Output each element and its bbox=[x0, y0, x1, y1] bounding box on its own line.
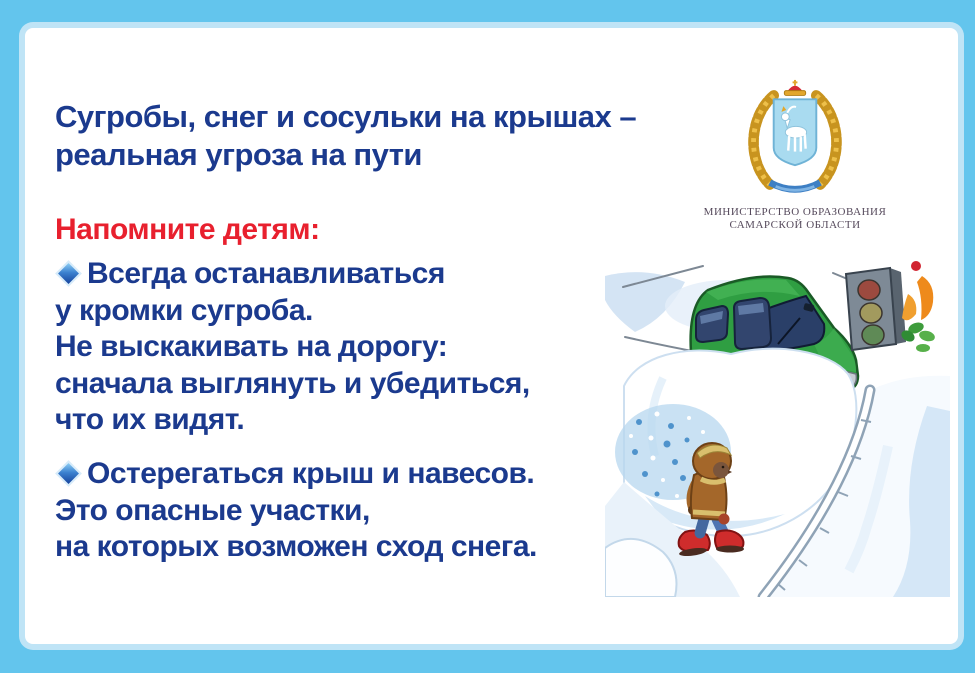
title-line-1: Сугробы, снег и сосульки на крышах – bbox=[55, 99, 637, 134]
emblem-caption-line-1: МИНИСТЕРСТВО ОБРАЗОВАНИЯ bbox=[703, 206, 887, 218]
advice-group-1 bbox=[55, 256, 655, 439]
advice-line: сначала выглянуть и убедиться, bbox=[55, 366, 530, 400]
poster-title bbox=[55, 98, 695, 174]
advice-group-2 bbox=[55, 456, 655, 566]
diamond-bullet-icon bbox=[55, 260, 82, 287]
traffic-light bbox=[846, 268, 906, 350]
ribbon bbox=[770, 183, 820, 191]
advice-text: Всегда останавливаться bbox=[87, 257, 445, 290]
advice-line: Это опасные участки, bbox=[55, 493, 370, 527]
advice-line: Не выскакивать на дорогу: bbox=[55, 330, 448, 364]
ministry-emblem bbox=[675, 78, 915, 232]
reminder-heading: Напомните детям: bbox=[55, 213, 320, 246]
emblem-caption bbox=[675, 206, 915, 232]
advice-line: у кромки сугроба. bbox=[55, 293, 313, 327]
foliage-decoration bbox=[899, 261, 936, 352]
crown bbox=[784, 80, 805, 95]
advice-line bbox=[55, 456, 655, 493]
advice-line: что их видят. bbox=[55, 403, 245, 437]
poster-card bbox=[25, 28, 958, 644]
diamond-bullet-icon bbox=[55, 460, 82, 487]
title-line-2: реальная угроза на пути bbox=[55, 137, 422, 172]
advice-text: Остерегаться крыш и навесов. bbox=[87, 457, 535, 490]
advice-line bbox=[55, 256, 655, 293]
samara-coat-of-arms-icon bbox=[735, 78, 855, 200]
advice-line: на которых возможен сход снега. bbox=[55, 530, 537, 564]
emblem-caption-line-2: САМАРСКОЙ ОБЛАСТИ bbox=[729, 219, 861, 231]
winter-road-scene bbox=[605, 256, 950, 597]
winter-road-illustration bbox=[605, 256, 950, 597]
